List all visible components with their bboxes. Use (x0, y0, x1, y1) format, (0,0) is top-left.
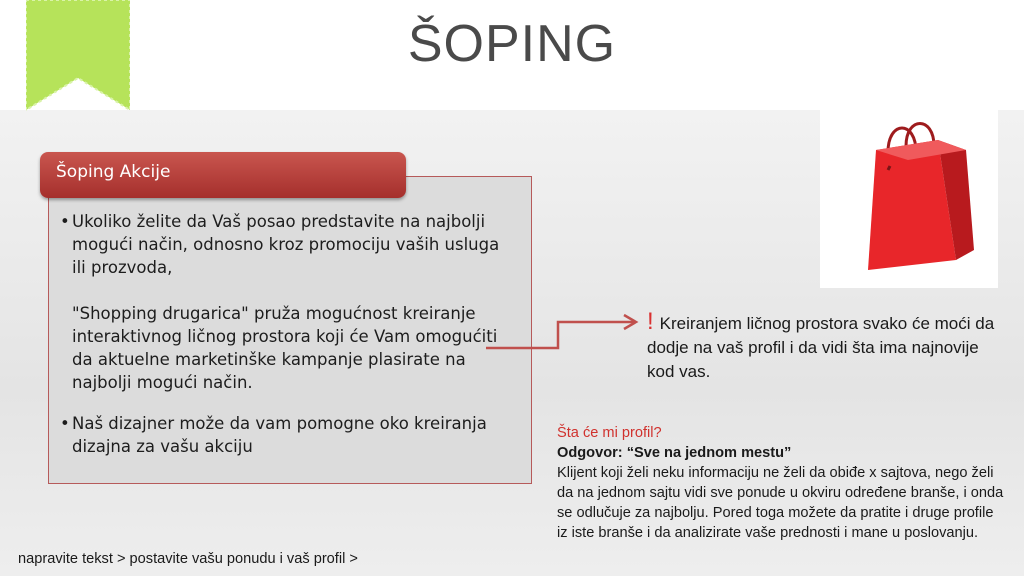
info-answer: Odgovor: “Sve na jednom mestu” (557, 445, 792, 461)
promo-box-header (40, 152, 406, 198)
bullet-icon: • (60, 414, 70, 433)
footer-text: napravite tekst > postavite vašu ponudu i vaš profil > (18, 551, 358, 567)
info-question: Šta će mi profil? (557, 425, 662, 441)
promo-box-title: Šoping Akcije (56, 162, 171, 182)
shopping-bag-icon (820, 110, 998, 288)
bullet-2-text: Naš dizajner može da vam pomogne oko kreiranja dizajna za vašu akciju (72, 414, 487, 456)
page-title: ŠOPING (407, 15, 617, 73)
exclamation-mark: ! (647, 308, 654, 335)
bullet-1-paragraph-2: "Shopping drugarica" pruža mogućnost kreiranje interaktivnog ličnog prostora koji će Vam omogućiti da aktuelne marketinške kampanje plasirate na najbolji mogući način. (72, 304, 498, 392)
profile-callout (647, 310, 997, 384)
connector-arrow-icon (484, 310, 644, 360)
bullet-item-1 (60, 210, 500, 394)
promo-bullets (60, 210, 500, 458)
shopping-bag-image (820, 110, 998, 288)
bullet-1-text: Ukoliko želite da Vaš posao predstavite na najbolji mogući način, odnosno kroz promociju vaših usluga ili prozvoda, (72, 212, 500, 277)
info-body: Klijent koji želi neku informaciju ne želi da obiđe x sajtova, nego želi da na jednom sajtu vidi sve ponude u okviru određene branše, i onda se odlučuje za najbolju. Pored toga možete da pratite i druge profile iz iste branše i da analizirate vaše prednosti i mane u poslovanju. (557, 465, 1004, 541)
callout-text: Kreiranjem ličnog prostora svako će moći da dodje na vaš profil i da vidi šta ima najnovije kod vas. (647, 314, 995, 381)
bullet-item-2 (60, 412, 500, 458)
bullet-icon: • (60, 212, 70, 231)
profile-info (557, 423, 1007, 543)
